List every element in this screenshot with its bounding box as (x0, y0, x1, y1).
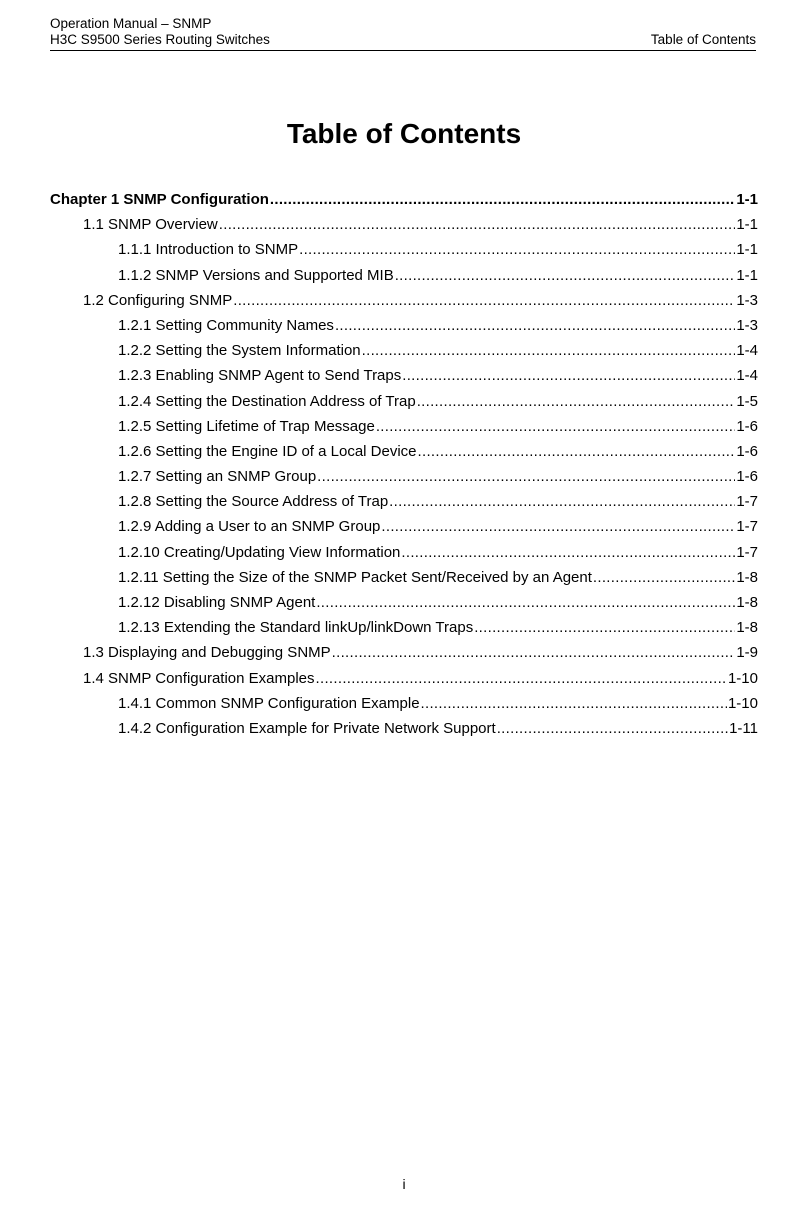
toc-entry[interactable] (50, 212, 758, 237)
toc-entry-page: 1-6 (736, 417, 758, 435)
toc-entry[interactable] (50, 716, 758, 741)
toc-entry-page: 1-7 (736, 543, 758, 561)
toc-entry[interactable] (50, 464, 758, 489)
toc-leader-dots (417, 389, 736, 414)
toc-entry[interactable] (50, 439, 758, 464)
toc-entry[interactable] (50, 691, 758, 716)
toc-leader-dots (474, 615, 735, 640)
toc-entry-page: 1-4 (736, 367, 758, 385)
toc-entry-title: 1.2.11 Setting the Size of the SNMP Packet Sent/Received by an Agent (118, 568, 592, 586)
toc-leader-dots (316, 590, 735, 615)
toc-entry[interactable] (50, 338, 758, 363)
toc-entry[interactable] (50, 237, 758, 262)
toc-entry-title: 1.2.13 Extending the Standard linkUp/linkDown Traps (118, 619, 474, 637)
toc-entry[interactable] (50, 389, 758, 414)
toc-entry-page: 1-6 (736, 442, 758, 460)
toc-entry-page: 1-3 (736, 291, 758, 309)
toc-entry-page: 1-7 (736, 518, 758, 536)
toc-leader-dots (389, 489, 735, 514)
toc-entry-page: 1-11 (729, 719, 758, 737)
toc-entry[interactable] (50, 414, 758, 439)
toc-entry-title: 1.1.2 SNMP Versions and Supported MIB (118, 266, 394, 284)
toc-leader-dots (219, 212, 736, 237)
toc-entry-page: 1-1 (736, 241, 758, 259)
toc-entry-title: 1.2.4 Setting the Destination Address of Trap (118, 392, 416, 410)
toc-leader-dots (418, 439, 736, 464)
toc-leader-dots (395, 263, 736, 288)
header-row (50, 32, 756, 48)
toc-entry-page: 1-10 (727, 694, 758, 712)
toc-leader-dots (421, 691, 727, 716)
toc-entry-page: 1-1 (736, 266, 758, 284)
toc-entry[interactable] (50, 640, 758, 665)
toc-entry[interactable] (50, 540, 758, 565)
toc-entry[interactable] (50, 187, 758, 212)
product-name: H3C S9500 Series Routing Switches (50, 32, 270, 47)
page-header (50, 16, 756, 51)
toc-entry-title: 1.1 SNMP Overview (83, 216, 218, 234)
section-name: Table of Contents (650, 32, 756, 47)
toc-leader-dots (402, 363, 735, 388)
toc-entry-page: 1-1 (736, 191, 758, 208)
toc-entry-title: 1.1.1 Introduction to SNMP (118, 241, 299, 259)
toc-entry[interactable] (50, 363, 758, 388)
toc-leader-dots (376, 414, 736, 439)
toc-leader-dots (381, 514, 735, 539)
toc-entry-page: 1-9 (736, 644, 758, 662)
toc-entry-page: 1-1 (736, 216, 758, 234)
toc-leader-dots (335, 313, 735, 338)
toc-entry[interactable] (50, 565, 758, 590)
toc-leader-dots (593, 565, 735, 590)
toc-leader-dots (270, 187, 735, 212)
toc-entry[interactable] (50, 615, 758, 640)
toc-entry[interactable] (50, 590, 758, 615)
toc-entry-title: 1.2.10 Creating/Updating View Information (118, 543, 401, 561)
toc-entry-page: 1-7 (736, 493, 758, 511)
toc-entry-title: 1.2.6 Setting the Engine ID of a Local Device (118, 442, 417, 460)
toc-entry-page: 1-8 (736, 619, 758, 637)
toc-entry-title: 1.2.7 Setting an SNMP Group (118, 468, 317, 486)
toc-entry[interactable] (50, 288, 758, 313)
toc-entry-page: 1-6 (736, 468, 758, 486)
toc-leader-dots (497, 716, 728, 741)
toc-entry-page: 1-4 (736, 342, 758, 360)
toc-entry[interactable] (50, 313, 758, 338)
toc-entry[interactable] (50, 263, 758, 288)
toc-entry-title: Chapter 1 SNMP Configuration (50, 191, 269, 208)
toc-entry-title: 1.2 Configuring SNMP (83, 291, 233, 309)
toc-leader-dots (332, 640, 736, 665)
toc-entry-page: 1-10 (727, 669, 758, 687)
toc-leader-dots (316, 666, 727, 691)
toc-entry-title: 1.2.1 Setting Community Names (118, 316, 334, 334)
toc-entry-title: 1.4 SNMP Configuration Examples (83, 669, 315, 687)
toc-entry[interactable] (50, 489, 758, 514)
toc-entry-title: 1.2.3 Enabling SNMP Agent to Send Traps (118, 367, 402, 385)
toc-entry-page: 1-3 (736, 316, 758, 334)
toc-leader-dots (362, 338, 736, 363)
toc-entry-title: 1.2.2 Setting the System Information (118, 342, 361, 360)
toc-entry-title: 1.4.1 Common SNMP Configuration Example (118, 694, 420, 712)
toc-entry-page: 1-8 (736, 594, 758, 611)
toc-leader-dots (401, 540, 735, 565)
toc-leader-dots (233, 288, 735, 313)
toc-entry-title: 1.3 Displaying and Debugging SNMP (83, 644, 331, 662)
toc-entry-title: 1.2.5 Setting Lifetime of Trap Message (118, 417, 375, 435)
toc-entry-title: 1.2.8 Setting the Source Address of Trap (118, 493, 389, 511)
page-number: i (402, 1176, 406, 1192)
toc-leader-dots (299, 237, 735, 262)
toc-entry-page: 1-8 (736, 568, 758, 586)
toc-entry-page: 1-5 (736, 392, 758, 410)
toc-entry-title: 1.2.12 Disabling SNMP Agent (118, 594, 316, 611)
table-of-contents (50, 187, 758, 741)
toc-leader-dots (317, 464, 735, 489)
toc-entry[interactable] (50, 514, 758, 539)
manual-title: Operation Manual – SNMP (50, 16, 212, 31)
page-title: Table of Contents (286, 118, 522, 149)
toc-entry-title: 1.2.9 Adding a User to an SNMP Group (118, 518, 381, 536)
toc-entry-title: 1.4.2 Configuration Example for Private Network Support (118, 719, 496, 737)
toc-entry[interactable] (50, 666, 758, 691)
